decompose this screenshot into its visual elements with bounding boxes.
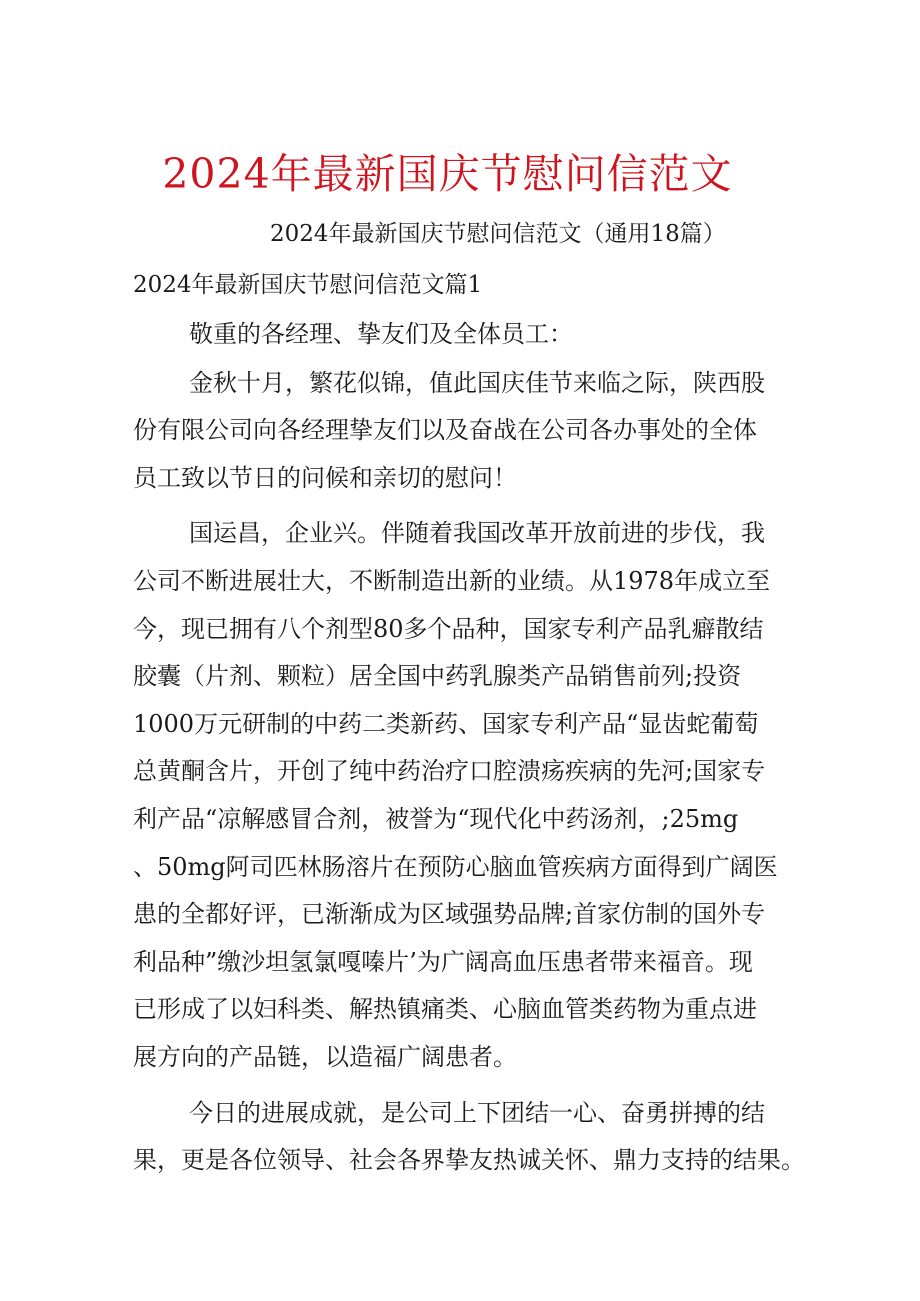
paragraph-achievements xyxy=(133,510,793,1081)
section-heading: 2024年最新国庆节慰问信范文篇1 xyxy=(133,272,483,298)
paragraph-line: 国运昌，企业兴。伴随着我国改革开放前进的步伐，我 xyxy=(189,519,765,548)
paragraph-line: 胶囊（片剂、颗粒）居全国中药乳腺类产品销售前列;投资 xyxy=(133,662,742,691)
paragraph-line: 果，更是各位领导、社会各界挚友热诚关怀、鼎力支持的结果。 xyxy=(133,1146,805,1175)
paragraph-line: 1000万元研制的中药二类新药、国家专利产品“显齿蛇葡萄 xyxy=(133,709,759,738)
paragraph-line: 利品种”缴沙坦氢氯嘎嗪片’为广阔高血压患者带来福音。现 xyxy=(133,947,753,976)
paragraph-line: 展方向的产品链，以造福广阔患者。 xyxy=(133,1042,517,1071)
paragraph-line: 利产品“凉解感冒合剂，被誉为“现代化中药汤剂，;25mg xyxy=(133,804,739,833)
salutation-paragraph xyxy=(133,311,793,359)
paragraph-line: 已形成了以妇科类、解热镇痛类、心脑血管类药物为重点进 xyxy=(133,995,757,1024)
paragraph-line: 今，现已拥有八个剂型80多个品种，国家专利产品乳癖散结 xyxy=(133,614,764,643)
paragraph-line: 公司不断进展壮大，不断制造出新的业绩。从1978年成立至 xyxy=(133,566,771,595)
paragraph-line: 、50mg阿司匹林肠溶片在预防心脑血管疾病方面得到广阔医 xyxy=(133,852,778,881)
paragraph-greeting xyxy=(133,360,793,503)
paragraph-line: 今日的进展成就，是公司上下团结一心、奋勇拼搏的结 xyxy=(189,1098,765,1127)
paragraph-line: 员工致以节日的问候和亲切的慰问！ xyxy=(133,463,517,492)
document-title: 2024年最新国庆节慰问信范文 xyxy=(162,150,733,198)
paragraph-line: 总黄酮含片，开创了纯中药治疗口腔溃疡疾病的先河;国家专 xyxy=(133,757,766,786)
paragraph-line: 份有限公司向各经理挚友们以及奋战在公司各办事处的全体 xyxy=(133,416,757,445)
paragraph-line: 患的全都好评，已渐渐成为区域强势品牌;首家仿制的国外专 xyxy=(133,900,766,929)
salutation-line: 敬重的各经理、挚友们及全体员工： xyxy=(189,320,573,348)
letter-body xyxy=(133,311,805,1185)
paragraph-thanks xyxy=(133,1090,805,1185)
paragraph-line: 金秋十月，繁花似锦，值此国庆佳节来临之际，陕西股 xyxy=(189,368,765,397)
document-subtitle: 2024年最新国庆节慰问信范文（通用18篇） xyxy=(270,221,726,247)
